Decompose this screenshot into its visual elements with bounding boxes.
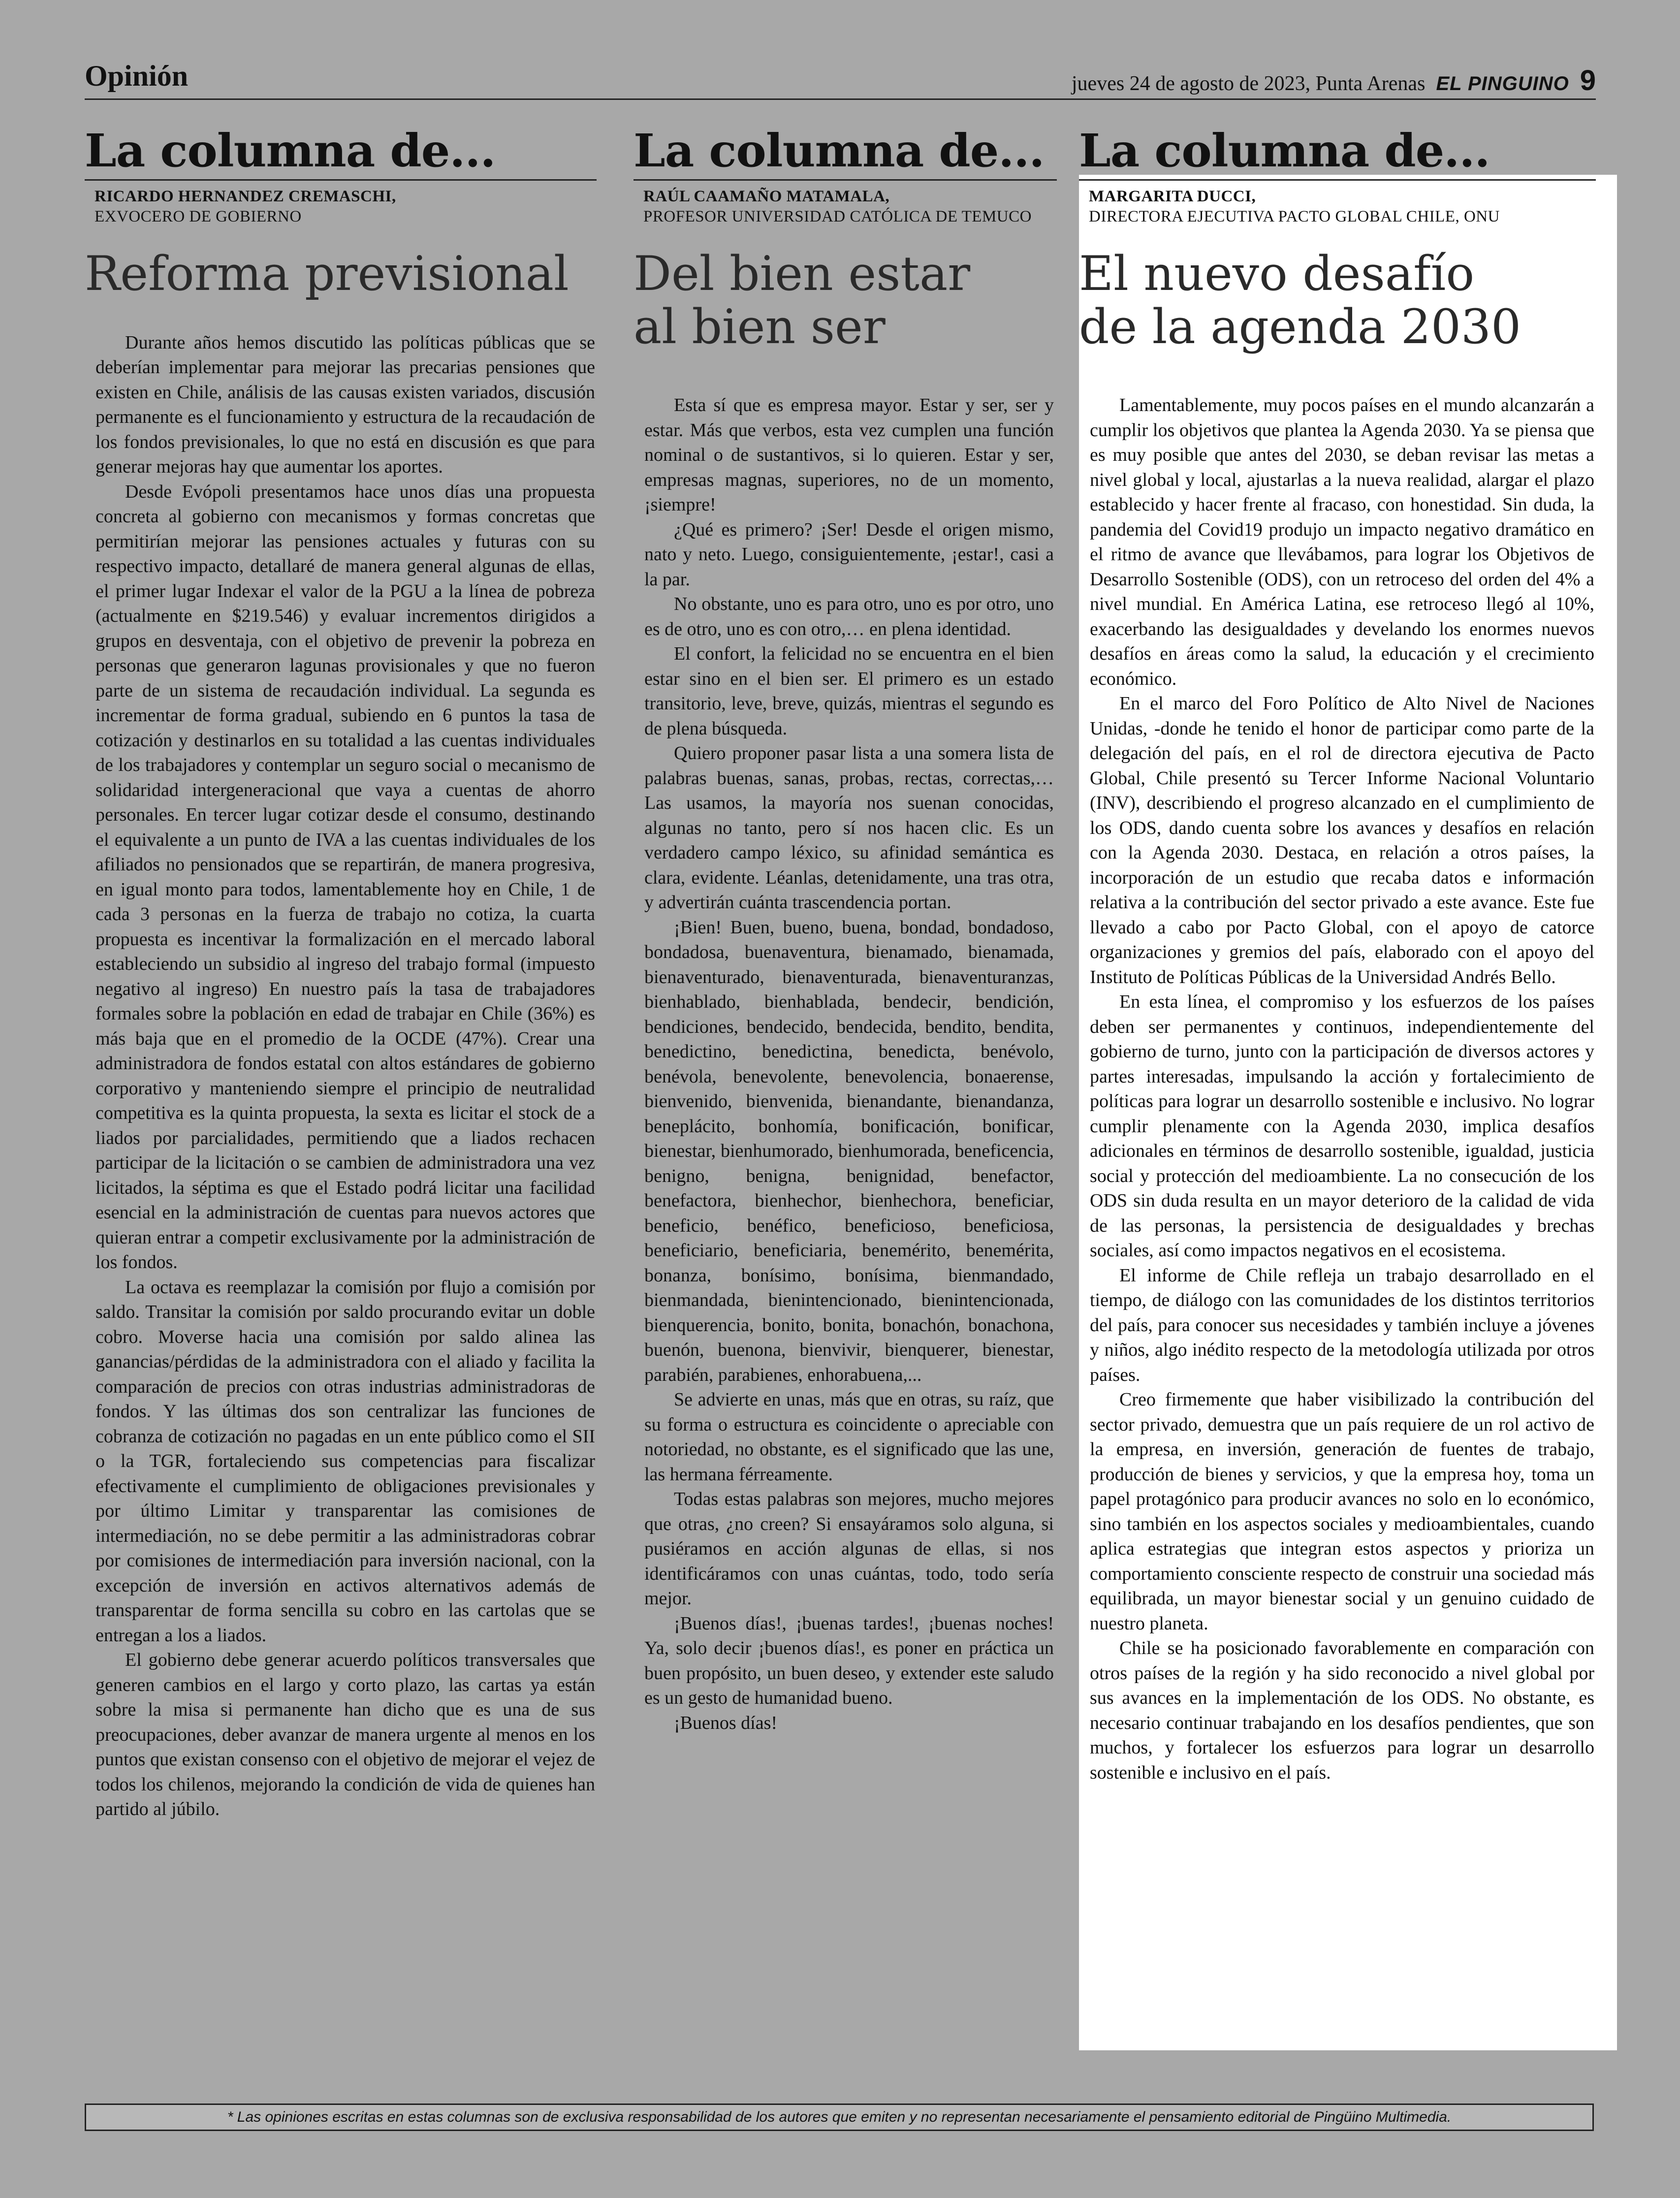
newspaper-name: EL PINGUINO [1436,73,1569,95]
paragraph: Durante años hemos discutido las políticas públicas que se deberían implementar para mejorar las precarias pensiones que existen en Chile, análisis de las causas existen variados, discusión permanente es el funcionamiento y estructura de la recaudación de los fondos previsionales, lo que no está en discusión es que para generar mejoras hay que aumentar los aportes. [95,332,595,478]
paragraph: Creo firmemente que haber visibilizado la contribución del sector privado, demuestra que un país requiere de un rol activo de la empresa, en inversión, generación de fuentes de trabajo, producción de bienes y servicios, y que la empresa hoy, toma un papel protagónico para producir avances no solo en lo económico, sino también en los aspectos sociales y medioambientales, cuando aplica estrategias que integran estos aspectos y prioriza un comportamiento consciente respecto de construir una sociedad más equilibrada, un mayor bienestar social y un genuino cuidado de nuestro planeta. [1090,1389,1594,1634]
article-headline [85,248,597,301]
author-name: RAÚL CAAMAÑO MATAMALA, [643,188,890,205]
article-body [644,393,1054,1735]
column-1 [85,124,597,1822]
paragraph: ¡Bien! Buen, bueno, buena, bondad, bondadoso, bondadosa, buenaventura, bienamado, bienamada, bienaventurado, bienaventurada, bienaventuranzas, bienhablado, bienhablada, bendecir, bendición, bendiciones, bendecido, bendecida, bendito, bendita, benedictino, benedictina, benedicta, benévolo, benévola, benevolente, benevolencia, bonaerense, bienvenido, bienvenida, bienandante, bienandanza, beneplácito, bonhomía, bonificación, bonificar, bienestar, bienhumorado, bienhumorada, beneficencia, benigno, benigna, benignidad, benefactor, benefactora, bienhechor, bienhechora, beneficiar, beneficio, benéfico, beneficioso, beneficiosa, beneficiario, beneficiaria, benemérito, benemérita, bonanza, bonísimo, bonísima, bienmandado, bienmandada, bienintencionado, bienintencionada, bienquerencia, bonito, bonita, bonachón, bonachona, buenón, buenona, bienvivir, bienquerer, bienestar, parabién, parabienes, enhorabuena,... [644,917,1054,1385]
paragraph: El gobierno debe generar acuerdo políticos transversales que generen cambios en el largo y corto plazo, las cartas ya están sobre la misa si permanente han dicho que es una de sus preocupaciones, deber avanzar de manera urgente al menos en los puntos que existan consenso con el objetivo de mejorar el vejez de todos los chilenos, mejorando la condición de vida de quienes han partido al júbilo. [95,1650,595,1820]
article-headline [1079,248,1596,353]
paragraph: ¡Buenos días!, ¡buenas tardes!, ¡buenas noches! Ya, solo decir ¡buenos días!, es poner en práctica un buen propósito, un buen deseo, y extender este saludo es un gesto de humanidad bueno. [644,1613,1054,1709]
column-kicker: La columna de... [634,128,1057,181]
paragraph: Desde Evópoli presentamos hace unos días una propuesta concreta al gobierno con mecanismos y formas concretas que permitirían mejorar las pensiones actuales y futuras con su respectivo impacto, detallaré de manera general algunas de ellas, el primer lugar Indexar el valor de la PGU a la línea de pobreza (actualmente en $219.546) y evaluar incrementos dirigidos a grupos en desventaja, con el objetivo de prevenir la pobreza en personas que generaron lagunas provisionales y que no fueron parte de un sistema de recaudación individual. La segunda es incrementar de forma gradual, subiendo en 6 puntos la tasa de cotización y destinarlos en su totalidad a las cuentas individuales de los trabajadores y contemplar un seguro social o mecanismo de solidaridad intergeneracional que vaya a cuentas de ahorro personales. En tercer lugar cotizar desde el consumo, destinando el equivalente a un punto de IVA a las cuentas individuales de los afiliados no pensionados que se repartirán, de manera progresiva, en igual monto para todos, lamentablemente hoy en Chile, 1 de cada 3 personas en la fuerza de trabajo no cotiza, la cuarta propuesta es incentivar la formalización en el mercado laboral estableciendo un subsidio al ingreso del trabajo formal (impuesto negativo al ingreso) En nuestro país la tasa de trabajadores formales sobre la población en edad de trabajar en Chile (36%) es más baja que en el promedio de la OCDE (47%). Crear una administradora de fondos estatal con altos estándares de gobierno corporativo y manteniendo siempre el principio de neutralidad competitiva es la quinta propuesta, la sexta es licitar el stock de a liados por parcialidades, permitiendo que a liados rechacen participar de la licitación o se cambien de administradora una vez licitados, la séptima es que el Estado podrá licitar una facilidad esencial en la administración de cuentas para nuevos actores que quieran entrar a competir exclusivamente por la administración de los fondos. [95,481,595,1273]
paragraph: La octava es reemplazar la comisión por flujo a comisión por saldo. Transitar la comisión por saldo procurando evitar un doble cobro. Moverse hacia una comisión por saldo alinea las ganancias/pérdidas de la administradora con el aliado y facilita la comparación de precios con otras industrias administradoras de fondos. Y las últimas dos son centralizar las funciones de cobranza de cotización no pagadas en un ente público como el SII o la TGR, fortaleciendo sus competencias para fiscalizar efectivamente el cumplimiento de obligaciones previsionales y por último Limitar y transparentar las comisiones de intermediación, no se debe permitir a las administradoras cobrar por comisiones de intermediación para inversión nacional, con la excepción de inversión en activos alternativos además de transparentar de forma sencilla su cobro en las cartolas que se entregan a los a liados. [95,1276,595,1646]
paragraph: ¡Buenos días! [674,1712,778,1733]
author-role: PROFESOR UNIVERSIDAD CATÓLICA DE TEMUCO [643,208,1032,225]
author-role: EXVOCERO DE GOBIERNO [95,208,302,225]
paragraph: Lamentablemente, muy pocos países en el mundo alcanzarán a cumplir los objetivos que plantea la Agenda 2030. Ya se piensa que es muy posible que antes del 2030, se deban revisar las metas a nivel global y local, ajustarlas a la nueva realidad, alargar el plazo establecido y hacer frente al fracaso, con honestidad. Sin duda, la pandemia del Covid19 produjo un impacto negativo dramático en el ritmo de avance que llevábamos, para lograr los Objetivos de Desarrollo Sostenible (ODS), con un retroceso del orden del 4% a nivel mundial. En América Latina, ese retroceso llegó al 10%, exacerbando las desigualdades y develando los enormes nuevos desafíos en áreas como la salud, la educación y el crecimiento económico. [1090,395,1594,689]
author-name: RICARDO HERNANDEZ CREMASCHI, [95,188,396,205]
paragraph: En esta línea, el compromiso y los esfuerzos de los países deben ser permanentes y continuos, independientemente del gobierno de turno, junto con la participación de diversos actores y partes interesadas, impulsando la acción y fortalecimiento de políticas para lograr un desarrollo sostenible e inclusivo. No lograr cumplir plenamente con la Agenda 2030, implica desafíos adicionales en términos de desarrollo sostenible, igualdad, justicia social y protección del medioambiente. La no consecución de los ODS sin duda resulta en un mayor deterioro de la calidad de vida de las personas, la persistencia de desigualdades y brechas sociales, así como impactos negativos en el ecosistema. [1090,991,1594,1261]
author-role: DIRECTORA EJECUTIVA PACTO GLOBAL CHILE, ONU [1089,208,1500,225]
section-title: Opinión [85,60,189,92]
paragraph: ¿Qué es primero? ¡Ser! Desde el origen mismo, nato y neto. Luego, consiguientemente, ¡estar!, casi a la par. [644,519,1054,590]
headline-line: al bien ser [634,299,886,354]
paragraph: Esta sí que es empresa mayor. Estar y ser, ser y estar. Más que verbos, esta vez cumplen una función nominal o de sustantivos, si lo quieren. Estar y ser, empresas magnas, superiores, no de un momento, ¡siempre! [644,395,1054,515]
paragraph: Quiero proponer pasar lista a una somera lista de palabras buenas, sanas, probas, rectas, correctas,… Las usamos, la mayoría nos suenan conocidas, algunas no tanto, pero sí nos hacen clic. Es un verdadero campo léxico, su afinidad semántica es clara, evidente. Léanlas, detenidamente, una tras otra, y advertirán cuánta trascendencia portan. [644,743,1054,913]
paragraph: En el marco del Foro Político de Alto Nivel de Naciones Unidas, -donde he tenido el honor de participar como parte de la delegación del país, en el rol de directora ejecutiva de Pacto Global, Chile presentó su Tercer Informe Nacional Voluntario (INV), describiendo el progreso alcanzado en el cumplimiento de los ODS, dando cuenta sobre los avances y desafíos en relación con la Agenda 2030. Destaca, en relación a otros países, la incorporación de un estudio que recaba datos e información relativa a la contribución del sector privado a este avance. Este fue llevado a cabo por Pacto Global, con el apoyo de catorce organizaciones y gremios del país, elaborado con el apoyo del Instituto de Políticas Públicas de la Universidad Andrés Bello. [1090,693,1594,988]
headline-line: Del bien estar [634,246,971,301]
column-2 [634,124,1057,1735]
author-name: MARGARITA DUCCI, [1089,188,1256,205]
headline-line: de la agenda 2030 [1079,299,1522,354]
column-3 [1079,124,1596,1785]
headline-line: Reforma previsional [85,246,569,301]
paragraph: Chile se ha posicionado favorablemente en comparación con otros países de la región y ha sido reconocido a nivel global por sus avances en la implementación de los ODS. No obstante, es necesario continuar trabajando en los desafíos pendientes, que son muchos, y fortalecer los esfuerzos para lograr un desarrollo sostenible e inclusivo en el país. [1090,1638,1594,1783]
footer-disclaimer: * Las opiniones escritas en estas columnas son de exclusiva responsabilidad de los autores que emiten y no representan necesariamente el pensamiento editorial de Pingüino Multimedia. [85,2103,1594,2131]
column-kicker: La columna de... [1079,128,1596,181]
paragraph: Se advierte en unas, más que en otras, su raíz, que su forma o estructura es coincidente o apreciable con notoriedad, no obstante, es el significado que las une, las hermana férreamente. [644,1389,1054,1485]
paragraph: No obstante, uno es para otro, uno es por otro, uno es de otro, uno es con otro,… en plena identidad. [644,594,1054,639]
article-headline [634,248,1057,353]
header-right [1072,64,1596,97]
column-kicker: La columna de... [85,128,597,181]
article-body [95,330,595,1822]
page-number: 9 [1580,64,1596,96]
paragraph: El confort, la felicidad no se encuentra en el bien estar sino en el bien ser. El primero es un estado transitorio, leve, breve, quizás, mientras el segundo es de plena búsqueda. [644,643,1054,739]
paragraph: El informe de Chile refleja un trabajo desarrollado en el tiempo, de diálogo con las comunidades de los distintos territorios del país, para conocer sus necesidades y también incluye a jóvenes y niños, algo inédito respecto de la metodología utilizada por otros países. [1090,1265,1594,1385]
paragraph: Todas estas palabras son mejores, mucho mejores que otras, ¿no creen? Si ensayáramos solo alguna, si pusiéramos en acción algunas de ellas, si nos identificáramos con unas cuántas, todo, todo sería mejor. [644,1489,1054,1609]
dateline: jueves 24 de agosto de 2023, Punta Arenas [1071,72,1426,95]
headline-line: El nuevo desafío [1079,246,1475,301]
article-body [1090,393,1594,1785]
page-header [85,59,1596,100]
